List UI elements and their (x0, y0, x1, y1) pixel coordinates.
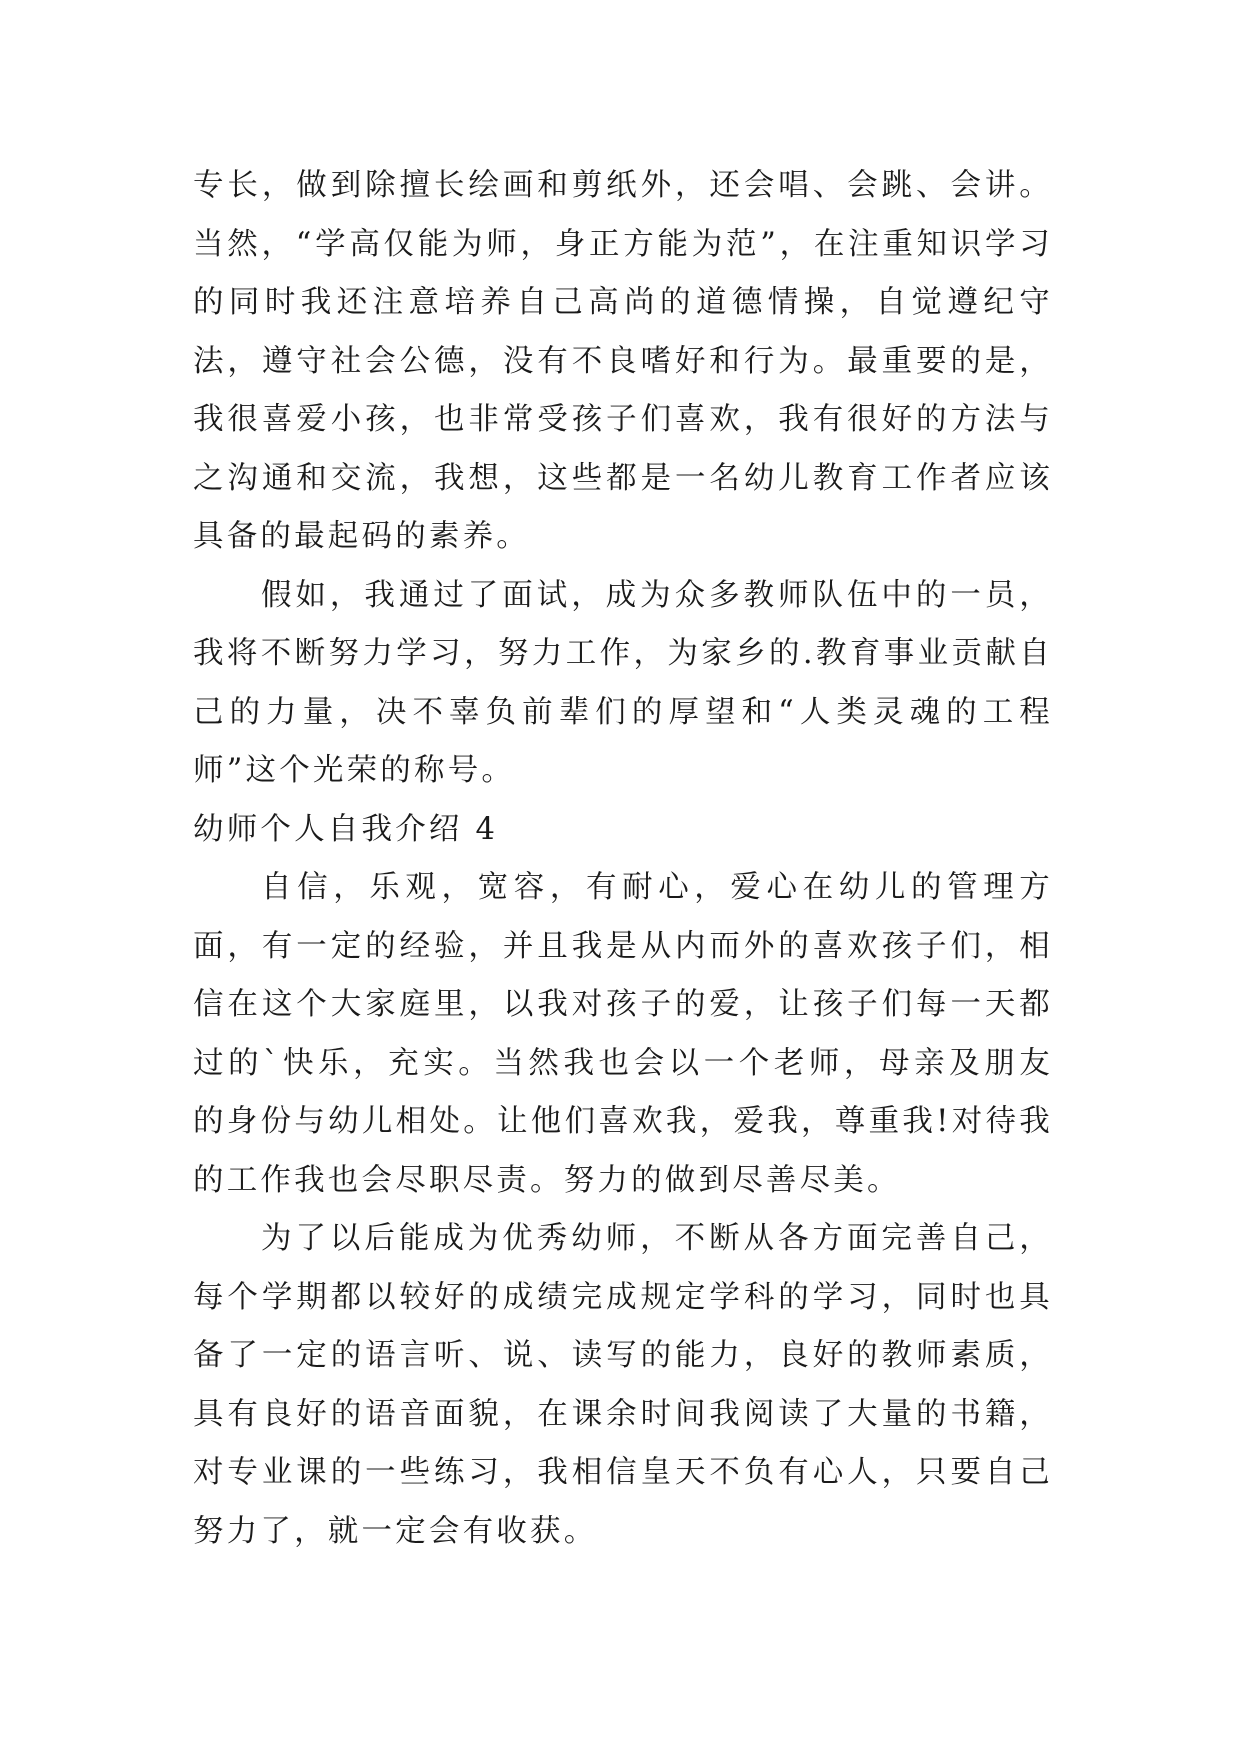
paragraph-confidence: 自信，乐观，宽容，有耐心，爱心在幼儿的管理方面，有一定的经验，并且我是从内而外的喜欢孩子们，相信在这个大家庭里，以我对孩子的爱，让孩子们每一天都过的`快乐，充实。当然我也会以一个老师，母亲及朋友的身份与幼儿相处。让他们喜欢我，爱我，尊重我!对待我的工作我也会尽职尽责。努力的做到尽善尽美。 (193, 870, 1053, 1198)
document-body (193, 157, 1053, 1561)
paragraph-interview: 假如，我通过了面试，成为众多教师队伍中的一员，我将不断努力学习，努力工作，为家乡的.教育事业贡献自己的力量，决不辜负前辈们的厚望和“人类灵魂的工程师”这个光荣的称号。 (193, 577, 1053, 788)
section-heading: 幼师个人自我介绍 4 (193, 811, 499, 847)
paragraph-continuation: 专长，做到除擅长绘画和剪纸外，还会唱、会跳、会讲。当然，“学高仅能为师，身正方能为范”，在注重知识学习的同时我还注意培养自己高尚的道德情操，自觉遵纪守法，遵守社会公德，没有不良嗜好和行为。最重要的是，我很喜爱小孩，也非常受孩子们喜欢，我有很好的方法与之沟通和交流，我想，这些都是一名幼儿教育工作者应该具备的最起码的素养。 (193, 168, 1053, 554)
paragraph-improvement: 为了以后能成为优秀幼师，不断从各方面完善自己，每个学期都以较好的成绩完成规定学科的学习，同时也具备了一定的语言听、说、读写的能力，良好的教师素质，具有良好的语音面貌，在课余时间我阅读了大量的书籍，对专业课的一些练习，我相信皇天不负有心人，只要自己努力了，就一定会有收获。 (193, 1221, 1053, 1549)
